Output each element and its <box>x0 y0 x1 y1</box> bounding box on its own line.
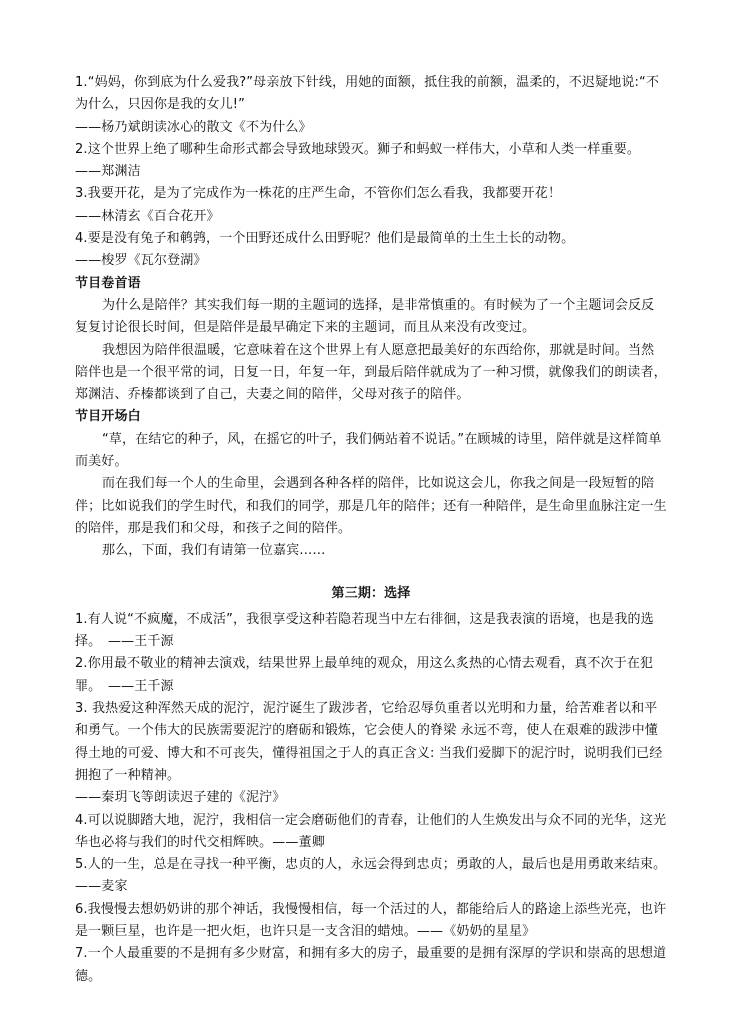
opening-paragraph-3: 那么，下面，我们有请第一位嘉宾…… <box>102 543 326 559</box>
quote-3: 3.我要开花，是为了完成作为一株花的庄严生命，不管你们怎么看我，我都要开花！ <box>75 186 562 202</box>
quote-1-source: ——杨乃斌朗读冰心的散文《不为什么》 <box>75 119 312 135</box>
preface-paragraph-2: 我想因为陪伴很温暖，它意味着在这个世界上有人愿意把最美好的东西给你，那就是时间。当然陪伴也是一个很平常的词，日复一日，年复一年，到最后陪伴就成为了一种习惯，就像我们的朗读者，郑渊洁、乔榛都谈到了自己，夫妻之间的陪伴，父母对孩子的陪伴。 <box>75 342 667 403</box>
preface-heading: 节目卷首语 <box>75 275 141 291</box>
quote-1: 1.“妈妈，你到底为什么爱我?”母亲放下针线，用她的面额，抵住我的前额，温柔的，不迟疑地说:“不为什么，只因你是我的女儿!” <box>75 75 660 113</box>
episode-3-quote-3-source: ——秦玥飞等朗读迟子建的《泥泞》 <box>75 790 286 806</box>
opening-heading: 节目开场白 <box>75 409 141 425</box>
quote-2: 2.这个世界上绝了哪种生命形式都会导致地球毁灭。狮子和蚂蚁一样伟大，小草和人类一样重要。 <box>75 141 641 157</box>
episode-3-quote-4: 4.可以说脚踏大地，泥泞，我相信一定会磨砺他们的青春，让他们的人生焕发出与众不同的光华，这光华也必将与我们的时代交相辉映。——董卿 <box>75 812 667 850</box>
episode-3-quote-6: 6.我慢慢去想奶奶讲的那个神话，我慢慢相信，每一个活过的人，都能给后人的路途上添些光亮，也许是一颗巨星，也许是一把火炬，也许只是一支含泪的蜡烛。——《奶奶的星星》 <box>75 901 667 939</box>
quote-2-source: ——郑渊洁 <box>75 164 141 180</box>
opening-paragraph-2: 而在我们每一个人的生命里，会遇到各种各样的陪伴，比如说这会儿，你我之间是一段短暂的陪伴；比如说我们的学生时代，和我们的同学，那是几年的陪伴；还有一种陪伴，是生命里血脉注定一生的陪伴，那是我们和父母，和孩子之间的陪伴。 <box>75 476 667 536</box>
opening-paragraph-1: “草，在结它的种子，风，在摇它的叶子，我们俩站着不说话。”在顾城的诗里，陪伴就是这样简单而美好。 <box>75 431 662 470</box>
quote-4-source: ——梭罗《瓦尔登湖》 <box>75 253 207 269</box>
episode-3-quote-7: 7.一个人最重要的不是拥有多少财富，和拥有多大的房子，最重要的是拥有深厚的学识和崇高的思想道德。 <box>75 946 667 984</box>
episode-3-quote-2: 2.你用最不敬业的精神去演戏，结果世界上最单纯的观众，用这么炙热的心情去观看，真不次于在犯罪。 ——王千源 <box>75 656 654 694</box>
preface-paragraph-1: 为什么是陪伴？其实我们每一期的主题词的选择，是非常慎重的。有时候为了一个主题词会反反复复讨论很长时间，但是陪伴是最早确定下来的主题词，而且从来没有改变过。 <box>75 297 655 336</box>
document-page <box>75 72 673 988</box>
episode-3-title: 第三期：选择 <box>331 585 411 601</box>
quote-4: 4.要是没有兔子和鹌鹑，一个田野还成什么田野呢？他们是最简单的土生土长的动物。 <box>75 231 575 247</box>
quote-3-source: ——林清玄《百合花开》 <box>75 208 220 224</box>
episode-3-quote-3: 3. 我热爱这种浑然天成的泥泞，泥泞诞生了跋涉者，它给忍辱负重者以光明和力量，给苦难者以和平和勇气。一个伟大的民族需要泥泞的磨砺和锻炼，它会使人的脊梁 永远不弯，使人在艰难的跋涉中懂得土地的可爱、博大和不可丧失，懂得祖国之于人的真正含义: 当我们爱脚下的泥泞时，说明我们已经拥抱了一种精神。 <box>75 701 663 783</box>
episode-3-quote-5: 5.人的一生，总是在寻找一种平衡，忠贞的人，永远会得到忠贞；勇敢的人，最后也是用勇敢来结束。 ——麦家 <box>75 857 673 895</box>
episode-3-quote-1: 1.有人说“不疯魔，不成活”，我很享受这种若隐若现当中左右徘徊，这是我表演的语境，也是我的选择。 ——王千源 <box>75 611 654 650</box>
